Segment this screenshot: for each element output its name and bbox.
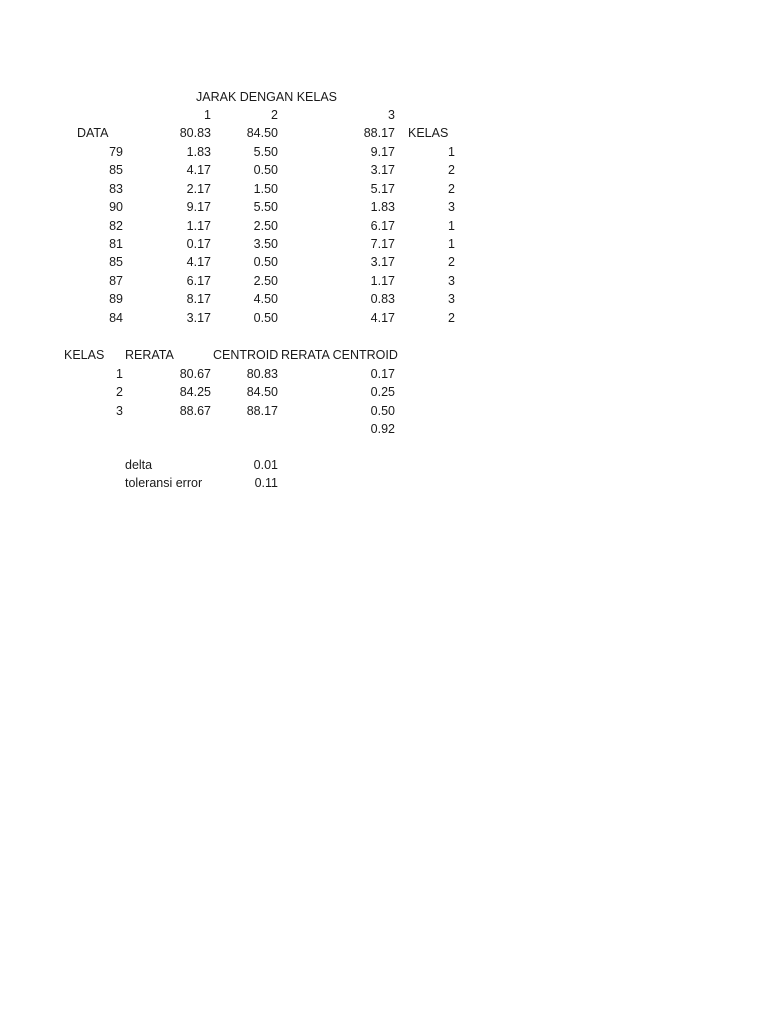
summary-centroid-cell: 88.17 (246, 403, 278, 418)
data-value-cell: 90 (109, 200, 123, 215)
summary-rerata-centroid-header: RERATA CENTROID (281, 348, 398, 362)
delta-value: 0.01 (253, 458, 278, 472)
data-value-cell: 89 (109, 292, 123, 307)
distance-3-cell: 3.17 (370, 255, 395, 270)
summary-rerata-header: RERATA (125, 348, 174, 362)
assigned-kelas-cell: 3 (448, 200, 455, 215)
distance-1-cell: 8.17 (186, 292, 211, 307)
centroid-value-2: 84.50 (246, 126, 278, 140)
data-value-cell: 82 (109, 218, 123, 233)
assigned-kelas-cell: 2 (448, 163, 455, 178)
summary-diff-cell: 0.50 (370, 403, 395, 418)
distance-3-cell: 1.17 (370, 273, 395, 288)
assigned-kelas-cell: 2 (448, 181, 455, 196)
delta-label: delta (125, 458, 153, 472)
assigned-kelas-cell: 2 (448, 255, 455, 270)
assigned-kelas-cell: 1 (448, 237, 455, 251)
distance-1-cell: 0.17 (186, 237, 211, 251)
data-value-cell: 87 (109, 273, 123, 288)
distance-2-cell: 5.50 (253, 145, 278, 159)
summary-kelas-cell: 1 (116, 367, 123, 381)
summary-kelas-cell: 2 (116, 385, 123, 400)
distance-3-cell: 6.17 (370, 218, 395, 233)
distance-2-cell: 0.50 (253, 163, 278, 178)
data-value-cell: 85 (109, 255, 123, 270)
centroid-value-3: 88.17 (363, 126, 395, 140)
distance-1-cell: 6.17 (186, 273, 211, 288)
distance-1-cell: 9.17 (186, 200, 211, 215)
tolerance-label: toleransi error (125, 476, 203, 490)
distance-2-cell: 3.50 (253, 237, 278, 251)
distance-1-cell: 3.17 (186, 310, 211, 325)
distance-3-cell: 4.17 (370, 310, 395, 325)
assigned-kelas-cell: 1 (448, 145, 455, 159)
distance-3-cell: 5.17 (370, 181, 395, 196)
distance-2-cell: 1.50 (253, 181, 278, 196)
distance-2-cell: 0.50 (253, 310, 278, 325)
assigned-kelas-cell: 3 (448, 273, 455, 288)
assigned-kelas-cell: 1 (448, 218, 455, 233)
distance-1-cell: 1.17 (186, 218, 211, 233)
centroid-value-1: 80.83 (179, 126, 211, 140)
data-value-cell: 84 (109, 310, 123, 325)
distance-2-cell: 0.50 (253, 255, 278, 270)
data-value-cell: 81 (109, 237, 123, 251)
assigned-kelas-cell: 2 (448, 310, 455, 325)
distance-2-cell: 5.50 (253, 200, 278, 215)
data-value-cell: 79 (109, 145, 123, 159)
summary-rerata-cell: 88.67 (179, 403, 211, 418)
tolerance-value: 0.11 (254, 476, 278, 490)
distance-1-cell: 1.83 (186, 145, 211, 159)
summary-centroid-header: CENTROID (213, 348, 279, 362)
data-header: DATA (77, 126, 109, 140)
summary-rerata-cell: 84.25 (179, 385, 211, 400)
class-number-2: 2 (271, 108, 278, 122)
distance-3-cell: 1.83 (370, 200, 395, 215)
summary-kelas-header: KELAS (64, 348, 105, 362)
data-value-cell: 85 (109, 163, 123, 178)
class-number-3: 3 (388, 108, 395, 122)
summary-diff-cell: 0.25 (370, 385, 395, 400)
assigned-kelas-cell: 3 (448, 292, 455, 307)
summary-rerata-cell: 80.67 (179, 367, 211, 381)
distance-2-cell: 4.50 (253, 292, 278, 307)
distance-3-cell: 0.83 (370, 292, 395, 307)
kelas-header: KELAS (408, 126, 449, 140)
distance-3-cell: 9.17 (370, 145, 395, 159)
distance-1-cell: 4.17 (186, 163, 211, 178)
summary-total: 0.92 (370, 422, 395, 436)
distance-1-cell: 2.17 (186, 181, 211, 196)
distance-3-cell: 7.17 (370, 237, 395, 251)
distance-1-cell: 4.17 (186, 255, 211, 270)
summary-kelas-cell: 3 (116, 403, 123, 418)
distance-table-title: JARAK DENGAN KELAS (196, 90, 338, 104)
distance-3-cell: 3.17 (370, 163, 395, 178)
data-value-cell: 83 (109, 181, 123, 196)
distance-2-cell: 2.50 (253, 218, 278, 233)
summary-centroid-cell: 80.83 (246, 367, 278, 381)
distance-2-cell: 2.50 (253, 273, 278, 288)
class-number-1: 1 (204, 108, 211, 122)
summary-centroid-cell: 84.50 (246, 385, 278, 400)
summary-diff-cell: 0.17 (370, 367, 395, 381)
